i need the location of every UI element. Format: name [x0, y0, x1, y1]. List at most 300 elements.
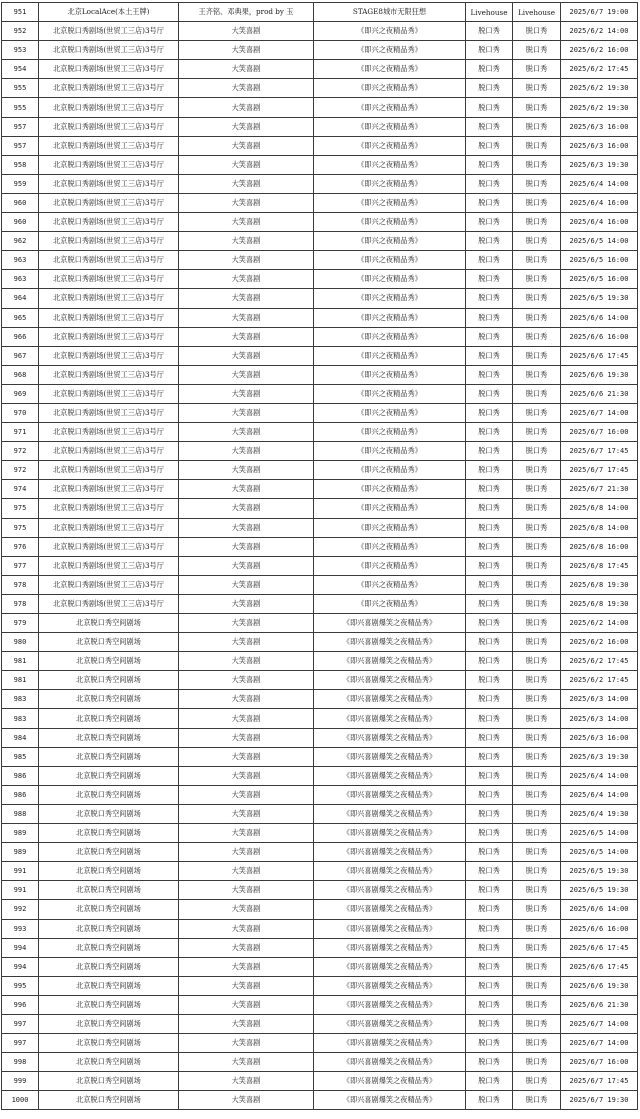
category-cell: 脱口秀: [466, 709, 513, 728]
category-cell: 脱口秀: [466, 594, 513, 613]
table-row: [2, 747, 638, 766]
row-number-cell: 994: [2, 957, 39, 976]
row-number-cell: 986: [2, 785, 39, 804]
category-cell: 脱口秀: [466, 881, 513, 900]
venue-cell: 北京脱口秀剧场(世贸工三店)3号厅: [39, 60, 179, 79]
show-title-cell: 《即兴喜剧爆笑之夜精品秀》: [314, 919, 466, 938]
row-number-cell: 994: [2, 938, 39, 957]
table-row: [2, 60, 638, 79]
category-cell: 脱口秀: [466, 728, 513, 747]
organizer-cell: 大笑喜剧: [179, 384, 314, 403]
table-row: [2, 1072, 638, 1091]
table-row: [2, 919, 638, 938]
show-title-cell: 《即兴之夜精品秀》: [314, 327, 466, 346]
category-cell: 脱口秀: [466, 995, 513, 1014]
time-cell: 2025/6/7 14:00: [561, 1034, 638, 1053]
show-title-cell: 《即兴喜剧爆笑之夜精品秀》: [314, 671, 466, 690]
time-cell: 2025/6/7 19:00: [561, 3, 638, 22]
venue-cell: 北京脱口秀空间剧场: [39, 976, 179, 995]
organizer-cell: 大笑喜剧: [179, 41, 314, 60]
venue-cell: 北京脱口秀空间剧场: [39, 614, 179, 633]
show-title-cell: 《即兴喜剧爆笑之夜精品秀》: [314, 1091, 466, 1110]
row-number-cell: 986: [2, 766, 39, 785]
type-cell: 脱口秀: [513, 633, 561, 652]
show-title-cell: 《即兴之夜精品秀》: [314, 575, 466, 594]
row-number-cell: 976: [2, 537, 39, 556]
category-cell: 脱口秀: [466, 957, 513, 976]
time-cell: 2025/6/3 19:30: [561, 747, 638, 766]
show-title-cell: 《即兴之夜精品秀》: [314, 403, 466, 422]
organizer-cell: 大笑喜剧: [179, 499, 314, 518]
type-cell: 脱口秀: [513, 1091, 561, 1110]
time-cell: 2025/6/3 14:00: [561, 709, 638, 728]
venue-cell: 北京脱口秀空间剧场: [39, 1014, 179, 1033]
category-cell: Livehouse: [466, 3, 513, 22]
venue-cell: 北京脱口秀空间剧场: [39, 747, 179, 766]
table-row: [2, 518, 638, 537]
time-cell: 2025/6/2 19:30: [561, 79, 638, 98]
organizer-cell: 大笑喜剧: [179, 232, 314, 251]
type-cell: 脱口秀: [513, 79, 561, 98]
category-cell: 脱口秀: [466, 232, 513, 251]
venue-cell: 北京脱口秀剧场(世贸工三店)3号厅: [39, 98, 179, 117]
table-row: [2, 843, 638, 862]
venue-cell: 北京脱口秀剧场(世贸工三店)3号厅: [39, 594, 179, 613]
time-cell: 2025/6/3 16:00: [561, 136, 638, 155]
show-title-cell: 《即兴喜剧爆笑之夜精品秀》: [314, 957, 466, 976]
type-cell: 脱口秀: [513, 174, 561, 193]
show-title-cell: 《即兴之夜精品秀》: [314, 308, 466, 327]
type-cell: 脱口秀: [513, 480, 561, 499]
show-title-cell: 《即兴喜剧爆笑之夜精品秀》: [314, 633, 466, 652]
table-row: [2, 995, 638, 1014]
category-cell: 脱口秀: [466, 804, 513, 823]
category-cell: 脱口秀: [466, 442, 513, 461]
time-cell: 2025/6/2 17:45: [561, 60, 638, 79]
table-row: [2, 709, 638, 728]
category-cell: 脱口秀: [466, 671, 513, 690]
organizer-cell: 大笑喜剧: [179, 957, 314, 976]
row-number-cell: 977: [2, 556, 39, 575]
time-cell: 2025/6/2 16:00: [561, 633, 638, 652]
organizer-cell: 大笑喜剧: [179, 575, 314, 594]
organizer-cell: 大笑喜剧: [179, 480, 314, 499]
organizer-cell: 大笑喜剧: [179, 79, 314, 98]
row-number-cell: 957: [2, 117, 39, 136]
row-number-cell: 999: [2, 1072, 39, 1091]
venue-cell: 北京脱口秀剧场(世贸工三店)3号厅: [39, 213, 179, 232]
table-row: [2, 193, 638, 212]
show-title-cell: 《即兴之夜精品秀》: [314, 270, 466, 289]
time-cell: 2025/6/3 16:00: [561, 117, 638, 136]
time-cell: 2025/6/5 19:30: [561, 862, 638, 881]
category-cell: 脱口秀: [466, 327, 513, 346]
category-cell: 脱口秀: [466, 537, 513, 556]
organizer-cell: 大笑喜剧: [179, 270, 314, 289]
table-row: [2, 289, 638, 308]
venue-cell: 北京脱口秀空间剧场: [39, 652, 179, 671]
organizer-cell: 大笑喜剧: [179, 976, 314, 995]
category-cell: 脱口秀: [466, 136, 513, 155]
type-cell: 脱口秀: [513, 384, 561, 403]
row-number-cell: 967: [2, 346, 39, 365]
organizer-cell: 大笑喜剧: [179, 633, 314, 652]
type-cell: 脱口秀: [513, 709, 561, 728]
row-number-cell: 979: [2, 614, 39, 633]
organizer-cell: 大笑喜剧: [179, 938, 314, 957]
row-number-cell: 991: [2, 881, 39, 900]
category-cell: 脱口秀: [466, 98, 513, 117]
category-cell: 脱口秀: [466, 633, 513, 652]
show-title-cell: 《即兴之夜精品秀》: [314, 193, 466, 212]
table-row: [2, 614, 638, 633]
row-number-cell: 978: [2, 594, 39, 613]
table-row: [2, 957, 638, 976]
organizer-cell: 大笑喜剧: [179, 98, 314, 117]
venue-cell: 北京脱口秀空间剧场: [39, 728, 179, 747]
type-cell: 脱口秀: [513, 98, 561, 117]
organizer-cell: 大笑喜剧: [179, 556, 314, 575]
row-number-cell: 998: [2, 1053, 39, 1072]
table-row: [2, 1053, 638, 1072]
category-cell: 脱口秀: [466, 60, 513, 79]
row-number-cell: 983: [2, 690, 39, 709]
show-title-cell: 《即兴喜剧爆笑之夜精品秀》: [314, 1072, 466, 1091]
row-number-cell: 951: [2, 3, 39, 22]
table-row: [2, 98, 638, 117]
row-number-cell: 978: [2, 575, 39, 594]
type-cell: 脱口秀: [513, 957, 561, 976]
category-cell: 脱口秀: [466, 976, 513, 995]
table-row: [2, 365, 638, 384]
organizer-cell: 大笑喜剧: [179, 766, 314, 785]
show-title-cell: 《即兴喜剧爆笑之夜精品秀》: [314, 690, 466, 709]
organizer-cell: 大笑喜剧: [179, 690, 314, 709]
venue-cell: 北京脱口秀空间剧场: [39, 633, 179, 652]
organizer-cell: 大笑喜剧: [179, 174, 314, 193]
time-cell: 2025/6/4 19:30: [561, 804, 638, 823]
row-number-cell: 968: [2, 365, 39, 384]
type-cell: 脱口秀: [513, 461, 561, 480]
category-cell: 脱口秀: [466, 41, 513, 60]
venue-cell: 北京脱口秀剧场(世贸工三店)3号厅: [39, 537, 179, 556]
show-title-cell: 《即兴之夜精品秀》: [314, 155, 466, 174]
venue-cell: 北京脱口秀空间剧场: [39, 690, 179, 709]
show-title-cell: 《即兴喜剧爆笑之夜精品秀》: [314, 881, 466, 900]
row-number-cell: 972: [2, 442, 39, 461]
category-cell: 脱口秀: [466, 174, 513, 193]
category-cell: 脱口秀: [466, 843, 513, 862]
category-cell: 脱口秀: [466, 22, 513, 41]
venue-cell: 北京脱口秀剧场(世贸工三店)3号厅: [39, 251, 179, 270]
organizer-cell: 大笑喜剧: [179, 594, 314, 613]
show-title-cell: 《即兴之夜精品秀》: [314, 60, 466, 79]
show-title-cell: 《即兴之夜精品秀》: [314, 136, 466, 155]
venue-cell: 北京脱口秀剧场(世贸工三店)3号厅: [39, 499, 179, 518]
row-number-cell: 975: [2, 518, 39, 537]
time-cell: 2025/6/6 16:00: [561, 327, 638, 346]
type-cell: 脱口秀: [513, 232, 561, 251]
time-cell: 2025/6/2 14:00: [561, 614, 638, 633]
time-cell: 2025/6/4 14:00: [561, 174, 638, 193]
row-number-cell: 955: [2, 79, 39, 98]
organizer-cell: 大笑喜剧: [179, 22, 314, 41]
type-cell: 脱口秀: [513, 690, 561, 709]
time-cell: 2025/6/3 19:30: [561, 155, 638, 174]
organizer-cell: 大笑喜剧: [179, 60, 314, 79]
show-title-cell: 《即兴喜剧爆笑之夜精品秀》: [314, 804, 466, 823]
type-cell: 脱口秀: [513, 327, 561, 346]
type-cell: Livehouse: [513, 3, 561, 22]
type-cell: 脱口秀: [513, 22, 561, 41]
category-cell: 脱口秀: [466, 403, 513, 422]
category-cell: 脱口秀: [466, 1053, 513, 1072]
table-row: [2, 633, 638, 652]
venue-cell: 北京脱口秀剧场(世贸工三店)3号厅: [39, 117, 179, 136]
organizer-cell: 大笑喜剧: [179, 442, 314, 461]
type-cell: 脱口秀: [513, 251, 561, 270]
time-cell: 2025/6/8 17:45: [561, 556, 638, 575]
show-title-cell: 《即兴之夜精品秀》: [314, 499, 466, 518]
venue-cell: 北京脱口秀空间剧场: [39, 1072, 179, 1091]
category-cell: 脱口秀: [466, 193, 513, 212]
organizer-cell: 大笑喜剧: [179, 251, 314, 270]
time-cell: 2025/6/4 14:00: [561, 785, 638, 804]
show-title-cell: 《即兴喜剧爆笑之夜精品秀》: [314, 995, 466, 1014]
show-title-cell: 《即兴之夜精品秀》: [314, 384, 466, 403]
venue-cell: 北京LocalAce(本土王牌): [39, 3, 179, 22]
show-title-cell: 《即兴喜剧爆笑之夜精品秀》: [314, 785, 466, 804]
category-cell: 脱口秀: [466, 1014, 513, 1033]
venue-cell: 北京脱口秀空间剧场: [39, 843, 179, 862]
row-number-cell: 964: [2, 289, 39, 308]
category-cell: 脱口秀: [466, 308, 513, 327]
row-number-cell: 989: [2, 824, 39, 843]
type-cell: 脱口秀: [513, 60, 561, 79]
time-cell: 2025/6/6 21:30: [561, 384, 638, 403]
table-row: [2, 594, 638, 613]
type-cell: 脱口秀: [513, 155, 561, 174]
category-cell: 脱口秀: [466, 79, 513, 98]
time-cell: 2025/6/7 17:45: [561, 442, 638, 461]
table-row: [2, 900, 638, 919]
show-title-cell: 《即兴之夜精品秀》: [314, 22, 466, 41]
organizer-cell: 大笑喜剧: [179, 1034, 314, 1053]
venue-cell: 北京脱口秀剧场(世贸工三店)3号厅: [39, 289, 179, 308]
row-number-cell: 965: [2, 308, 39, 327]
type-cell: 脱口秀: [513, 556, 561, 575]
organizer-cell: 大笑喜剧: [179, 518, 314, 537]
category-cell: 脱口秀: [466, 518, 513, 537]
category-cell: 脱口秀: [466, 251, 513, 270]
organizer-cell: 大笑喜剧: [179, 728, 314, 747]
organizer-cell: 大笑喜剧: [179, 900, 314, 919]
time-cell: 2025/6/2 19:30: [561, 98, 638, 117]
category-cell: 脱口秀: [466, 900, 513, 919]
organizer-cell: 大笑喜剧: [179, 423, 314, 442]
row-number-cell: 989: [2, 843, 39, 862]
venue-cell: 北京脱口秀空间剧场: [39, 1034, 179, 1053]
category-cell: 脱口秀: [466, 862, 513, 881]
type-cell: 脱口秀: [513, 213, 561, 232]
table-row: [2, 824, 638, 843]
type-cell: 脱口秀: [513, 671, 561, 690]
time-cell: 2025/6/7 17:45: [561, 1072, 638, 1091]
table-row: [2, 232, 638, 251]
type-cell: 脱口秀: [513, 900, 561, 919]
table-row: [2, 270, 638, 289]
row-number-cell: 996: [2, 995, 39, 1014]
row-number-cell: 997: [2, 1014, 39, 1033]
venue-cell: 北京脱口秀剧场(世贸工三店)3号厅: [39, 155, 179, 174]
category-cell: 脱口秀: [466, 824, 513, 843]
organizer-cell: 大笑喜剧: [179, 652, 314, 671]
table-row: [2, 938, 638, 957]
show-title-cell: 《即兴喜剧爆笑之夜精品秀》: [314, 900, 466, 919]
row-number-cell: 980: [2, 633, 39, 652]
organizer-cell: 大笑喜剧: [179, 365, 314, 384]
category-cell: 脱口秀: [466, 117, 513, 136]
venue-cell: 北京脱口秀剧场(世贸工三店)3号厅: [39, 518, 179, 537]
show-title-cell: 《即兴之夜精品秀》: [314, 480, 466, 499]
table-row: [2, 862, 638, 881]
show-title-cell: 《即兴喜剧爆笑之夜精品秀》: [314, 747, 466, 766]
row-number-cell: 969: [2, 384, 39, 403]
category-cell: 脱口秀: [466, 747, 513, 766]
time-cell: 2025/6/6 17:45: [561, 346, 638, 365]
show-title-cell: 《即兴喜剧爆笑之夜精品秀》: [314, 824, 466, 843]
row-number-cell: 970: [2, 403, 39, 422]
time-cell: 2025/6/2 17:45: [561, 671, 638, 690]
show-title-cell: 《即兴喜剧爆笑之夜精品秀》: [314, 976, 466, 995]
venue-cell: 北京脱口秀空间剧场: [39, 995, 179, 1014]
venue-cell: 北京脱口秀空间剧场: [39, 881, 179, 900]
table-row: [2, 690, 638, 709]
organizer-cell: 大笑喜剧: [179, 1091, 314, 1110]
category-cell: 脱口秀: [466, 690, 513, 709]
type-cell: 脱口秀: [513, 1072, 561, 1091]
organizer-cell: 大笑喜剧: [179, 193, 314, 212]
time-cell: 2025/6/5 14:00: [561, 843, 638, 862]
table-row: [2, 652, 638, 671]
organizer-cell: 大笑喜剧: [179, 346, 314, 365]
type-cell: 脱口秀: [513, 881, 561, 900]
row-number-cell: 985: [2, 747, 39, 766]
show-title-cell: 《即兴喜剧爆笑之夜精品秀》: [314, 1034, 466, 1053]
row-number-cell: 957: [2, 136, 39, 155]
time-cell: 2025/6/5 16:00: [561, 270, 638, 289]
time-cell: 2025/6/6 14:00: [561, 308, 638, 327]
show-title-cell: 《即兴喜剧爆笑之夜精品秀》: [314, 766, 466, 785]
category-cell: 脱口秀: [466, 785, 513, 804]
type-cell: 脱口秀: [513, 193, 561, 212]
table-row: [2, 461, 638, 480]
time-cell: 2025/6/6 17:45: [561, 957, 638, 976]
show-title-cell: 《即兴喜剧爆笑之夜精品秀》: [314, 1014, 466, 1033]
time-cell: 2025/6/5 19:30: [561, 289, 638, 308]
table-row: [2, 22, 638, 41]
table-row: [2, 403, 638, 422]
time-cell: 2025/6/8 19:30: [561, 575, 638, 594]
row-number-cell: 981: [2, 652, 39, 671]
organizer-cell: 大笑喜剧: [179, 289, 314, 308]
table-row: [2, 423, 638, 442]
type-cell: 脱口秀: [513, 308, 561, 327]
time-cell: 2025/6/7 19:30: [561, 1091, 638, 1110]
show-title-cell: 《即兴之夜精品秀》: [314, 289, 466, 308]
show-title-cell: 《即兴喜剧爆笑之夜精品秀》: [314, 938, 466, 957]
organizer-cell: 大笑喜剧: [179, 1014, 314, 1033]
table-row: [2, 881, 638, 900]
table-row: [2, 3, 638, 22]
schedule-sheet: [1, 2, 638, 1110]
venue-cell: 北京脱口秀剧场(世贸工三店)3号厅: [39, 423, 179, 442]
category-cell: 脱口秀: [466, 652, 513, 671]
table-row: [2, 1034, 638, 1053]
type-cell: 脱口秀: [513, 499, 561, 518]
row-number-cell: 963: [2, 251, 39, 270]
venue-cell: 北京脱口秀空间剧场: [39, 766, 179, 785]
row-number-cell: 972: [2, 461, 39, 480]
type-cell: 脱口秀: [513, 1014, 561, 1033]
category-cell: 脱口秀: [466, 614, 513, 633]
row-number-cell: 983: [2, 709, 39, 728]
type-cell: 脱口秀: [513, 403, 561, 422]
row-number-cell: 971: [2, 423, 39, 442]
table-row: [2, 785, 638, 804]
organizer-cell: 大笑喜剧: [179, 537, 314, 556]
venue-cell: 北京脱口秀剧场(世贸工三店)3号厅: [39, 232, 179, 251]
venue-cell: 北京脱口秀空间剧场: [39, 919, 179, 938]
category-cell: 脱口秀: [466, 213, 513, 232]
type-cell: 脱口秀: [513, 652, 561, 671]
table-row: [2, 384, 638, 403]
show-title-cell: 《即兴之夜精品秀》: [314, 79, 466, 98]
table-row: [2, 41, 638, 60]
type-cell: 脱口秀: [513, 995, 561, 1014]
show-title-cell: 《即兴喜剧爆笑之夜精品秀》: [314, 1053, 466, 1072]
venue-cell: 北京脱口秀空间剧场: [39, 900, 179, 919]
time-cell: 2025/6/5 14:00: [561, 232, 638, 251]
show-title-cell: 《即兴之夜精品秀》: [314, 98, 466, 117]
organizer-cell: 大笑喜剧: [179, 881, 314, 900]
type-cell: 脱口秀: [513, 728, 561, 747]
type-cell: 脱口秀: [513, 423, 561, 442]
table-row: [2, 499, 638, 518]
table-row: [2, 308, 638, 327]
time-cell: 2025/6/3 14:00: [561, 690, 638, 709]
type-cell: 脱口秀: [513, 785, 561, 804]
type-cell: 脱口秀: [513, 862, 561, 881]
type-cell: 脱口秀: [513, 270, 561, 289]
venue-cell: 北京脱口秀剧场(世贸工三店)3号厅: [39, 365, 179, 384]
show-title-cell: 《即兴之夜精品秀》: [314, 423, 466, 442]
organizer-cell: 大笑喜剧: [179, 614, 314, 633]
row-number-cell: 992: [2, 900, 39, 919]
row-number-cell: 960: [2, 193, 39, 212]
time-cell: 2025/6/3 16:00: [561, 728, 638, 747]
show-title-cell: 《即兴之夜精品秀》: [314, 518, 466, 537]
venue-cell: 北京脱口秀剧场(世贸工三店)3号厅: [39, 174, 179, 193]
venue-cell: 北京脱口秀剧场(世贸工三店)3号厅: [39, 22, 179, 41]
row-number-cell: 974: [2, 480, 39, 499]
category-cell: 脱口秀: [466, 384, 513, 403]
table-row: [2, 155, 638, 174]
time-cell: 2025/6/8 19:30: [561, 594, 638, 613]
category-cell: 脱口秀: [466, 575, 513, 594]
table-row: [2, 117, 638, 136]
organizer-cell: 大笑喜剧: [179, 671, 314, 690]
